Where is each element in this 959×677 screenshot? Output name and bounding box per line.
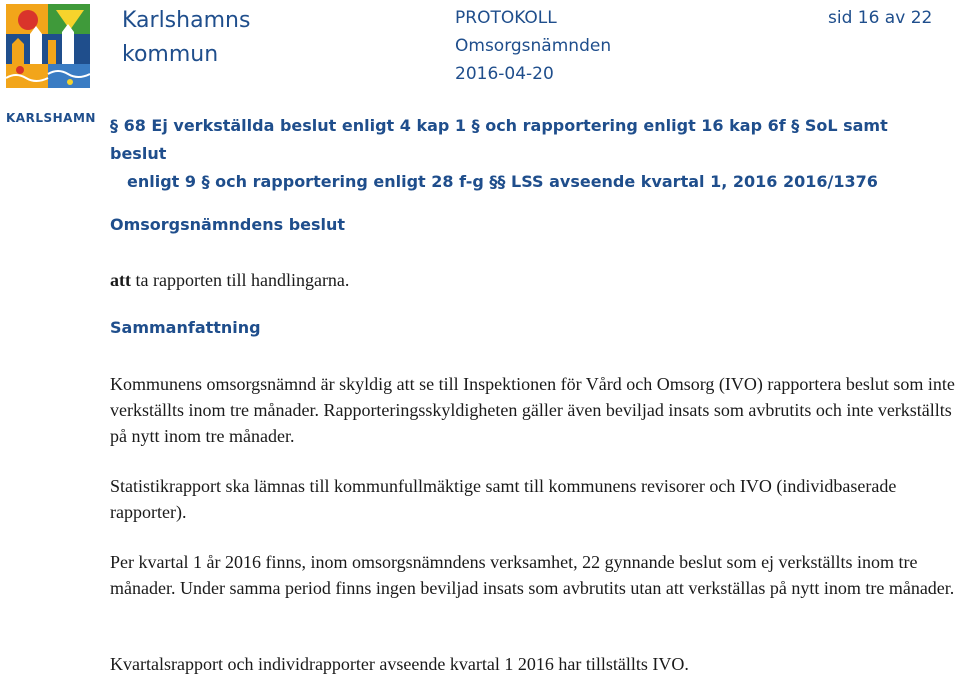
decision-body: ta rapporten till handlingarna.	[135, 270, 350, 290]
doc-type: PROTOKOLL	[455, 8, 557, 28]
page-number: sid 16 av 22	[828, 8, 933, 28]
summary-heading: Sammanfattning	[110, 318, 261, 337]
decision-text	[110, 270, 349, 291]
protocol-header	[455, 4, 611, 88]
summary-paragraph-2: Statistikrapport ska lämnas till kommunfullmäktige samt till kommunens revisorer och IVO (individbaserade rapporter).	[110, 476, 897, 522]
item-heading-line-1: § 68 Ej verkställda beslut enligt 4 kap 1 § och rapportering enligt 16 kap 6f § SoL samt beslut	[110, 116, 888, 163]
body-name: Omsorgsnämnden	[455, 36, 612, 56]
decision-heading: Omsorgsnämndens beslut	[110, 215, 346, 234]
att-keyword: att	[110, 270, 131, 290]
summary-paragraph-4: Kvartalsrapport och individrapporter avseende kvartal 1 2016 har tillställts IVO.	[110, 654, 689, 674]
item-heading-line-2: enligt 9 § och rapportering enligt 28 f-g §§ LSS avseende kvartal 1, 2016 2016/1376	[127, 172, 878, 191]
summary-paragraph-1: Kommunens omsorgsnämnd är skyldig att se till Inspektionen för Vård och Omsorg (IVO) rapportera beslut som inte verkställts inom tre månader. Rapporteringsskyldigheten gäller även beviljad insats som avbrutits och inte verkställts på nytt inom tre månader.	[110, 374, 955, 446]
org-line-2: kommun	[122, 42, 219, 67]
org-line-1: Karlshamns	[122, 8, 251, 33]
meeting-date: 2016-04-20	[455, 64, 554, 84]
logo-text: KARLSHAMN	[6, 111, 96, 125]
karlshamn-logo	[6, 4, 96, 125]
organization-name	[122, 4, 250, 72]
item-heading	[110, 112, 940, 196]
summary-paragraph-3: Per kvartal 1 år 2016 finns, inom omsorgsnämndens verksamhet, 22 gynnande beslut som ej verkställts inom tre månader. Under samma period finns ingen beviljad insats som avbrutits utan att verkställas på nytt inom tre månader.	[110, 552, 955, 598]
